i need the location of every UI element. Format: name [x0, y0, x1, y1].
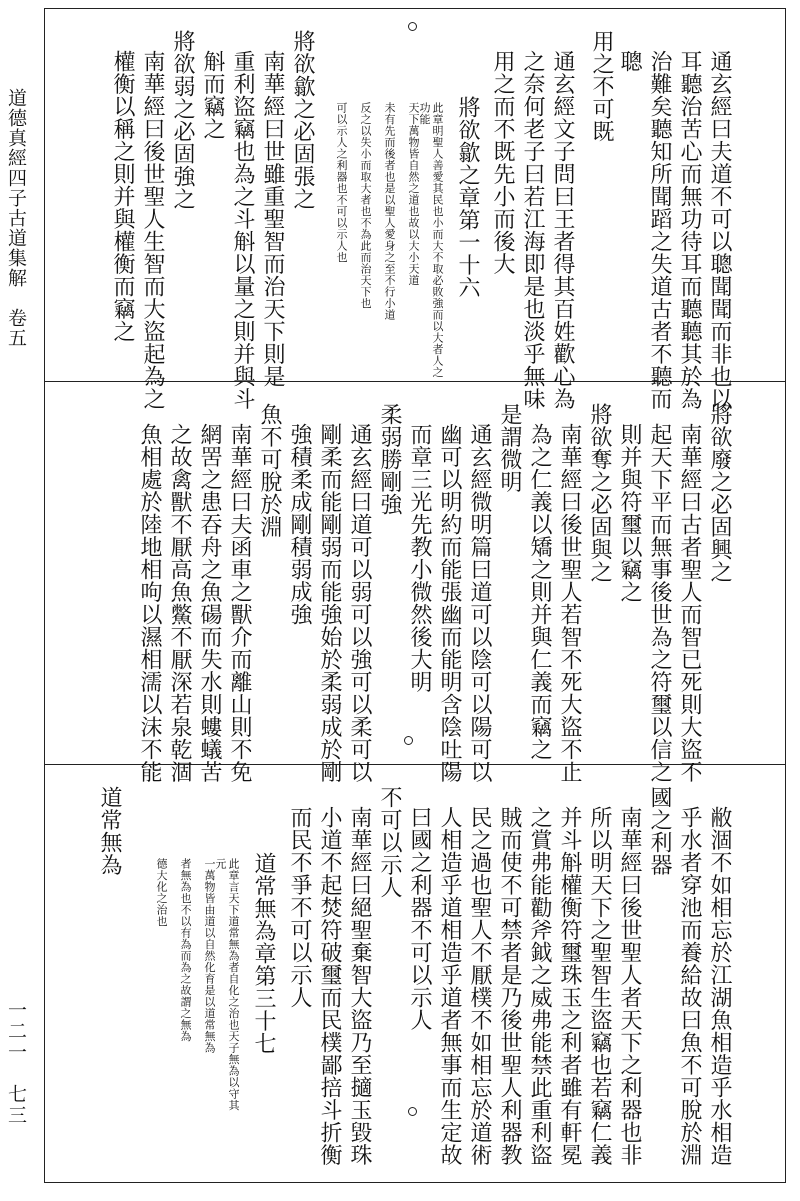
text-column: 所以明天下之聖智生盜竊也若竊仁義 [587, 806, 612, 1166]
commentary-column: 此章言天下道常無為者自化之治也天子無為以守其元 [214, 858, 240, 1111]
text-column: 之奈何老子曰若江海即是也淡乎無味 [520, 50, 545, 410]
text-column: 將欲奪之必固與之 [587, 403, 612, 583]
text-column: 起天下平而無事後世為之符璽以信之 [647, 423, 672, 783]
text-column: 用之而不既先小而後大 [490, 50, 515, 275]
text-column: 之賞弗能勸斧鉞之威弗能禁此重利盜 [527, 806, 552, 1166]
text-column: 南華經曰絕聖棄智大盜乃至擿玉毀珠 [347, 806, 372, 1166]
text-column: 通玄經曰夫道不可以聰聞聞而非也以 [707, 50, 732, 410]
commentary-column: 未有先而後者也是以聖人愛身之至不行小道 [383, 102, 396, 321]
text-column: 是謂微明 [497, 403, 522, 493]
text-column: 民之過也聖人不厭樸不如相忘於道術 [467, 806, 492, 1166]
text-column: 南華經曰後世聖人生智而大盜起為之 [140, 50, 165, 410]
text-panel-bottom [48, 768, 782, 1180]
text-column: 將欲歙之章第一十六 [455, 96, 480, 299]
text-column: 曰國之利器不可以示人 [407, 806, 432, 1031]
text-column: 耳聽治苦心而無功待耳而聽聽其於為 [677, 50, 702, 410]
text-column: 將欲弱之必固強之 [170, 30, 195, 210]
text-column: 用之不可既 [589, 30, 614, 143]
commentary-column: 一萬物皆由道以自然化育是以道常無為 [203, 858, 216, 1054]
text-column: 賊而使不可禁者是乃後世聖人利器教 [497, 806, 522, 1166]
binding-hole [404, 736, 413, 745]
text-column: 通玄經微明篇曰道可以陰可以陽可以 [467, 423, 492, 783]
text-column: 不可以示人 [377, 786, 402, 899]
text-column: 南華經曰後世聖人若智不死大盜不止 [557, 423, 582, 783]
text-column: 通玄經曰道可以弱可以強可以柔可以 [347, 423, 372, 783]
text-column: 治難矣聽知所聞蹈之失道古者不聽而 [647, 50, 672, 410]
commentary-column: 反之以失小而取大者也不為此而治天下也 [359, 102, 372, 309]
text-column: 南華經曰世雖重聖智而治天下則是 [260, 50, 285, 388]
text-column: 重利盜竊也為之斗斛以量之則并與斗 [230, 50, 255, 410]
text-column: 聰 [617, 50, 642, 73]
text-column: 南華經曰夫函車之獸介而離山則不免 [227, 423, 252, 783]
text-column: 強積柔成剛積弱成強 [287, 423, 312, 626]
commentary-column: 可以示人之利器也不可以示人也 [335, 102, 348, 263]
text-panel-top [48, 12, 782, 410]
text-column: 南華經曰後世聖人者天下之利器也非 [617, 806, 642, 1166]
margin-page-number: 一二一 七三 [5, 1000, 27, 1126]
text-column: 剛柔而能剛弱而能強始於柔弱成於剛 [317, 423, 342, 783]
text-column: 并斗斛權衡符璽珠玉之利者雖有軒冕 [557, 806, 582, 1166]
text-column: 小道不起焚符破璽而民樸鄙掊斗折衡 [317, 806, 342, 1166]
text-column: 南華經曰古者聖人而智已死則大盜不 [677, 423, 702, 783]
text-column: 道常無為章第三十七 [251, 852, 276, 1055]
text-column: 則并與符璽以竊之 [617, 423, 642, 603]
text-column: 國之利器 [647, 786, 672, 876]
text-column: 通玄經文子問曰王者得其百姓歡心為 [550, 50, 575, 410]
margin-book-title: 道德真經四子古道集解 卷五 [5, 88, 27, 348]
text-column: 而民不爭不可以示人 [287, 806, 312, 1009]
binding-hole [408, 1107, 417, 1116]
commentary-column: 者無為也不以有為而為之故謂之無為 [179, 858, 192, 1042]
text-column: 敝涸不如相忘於江湖魚相造乎水相造 [707, 806, 732, 1166]
commentary-column: 天下萬物皆自然之道也故以大小天道 [407, 102, 420, 286]
text-column: 魚相處於陸地相呴以濕相濡以沫不能 [137, 423, 162, 783]
text-column: 道常無為 [97, 786, 122, 876]
text-column: 之故禽獸不厭高魚鱉不厭深若泉乾涸 [167, 423, 192, 783]
commentary-column: 此章明聖人善愛其民也小而大不取必敗強而以大者人之功能 [418, 102, 444, 378]
text-column: 網罟之患吞舟之魚碭而失水則螻蟻苦 [197, 423, 222, 783]
text-column: 將欲廢之必固興之 [707, 403, 732, 583]
text-column: 柔弱勝剛強 [377, 403, 402, 516]
text-column: 斛而竊之 [200, 50, 225, 140]
text-column: 幽可以明約而能張幽而能明含陰吐陽 [437, 423, 462, 783]
text-column: 魚不可脫於淵 [257, 403, 282, 538]
text-column: 乎水者穿池而養給故曰魚不可脫於淵 [677, 806, 702, 1166]
binding-hole [408, 22, 417, 31]
text-column: 為之仁義以矯之則并與仁義而竊之 [527, 423, 552, 761]
text-panel-middle [48, 385, 782, 783]
text-column: 人相造乎道相造乎道者無事而生定故 [437, 806, 462, 1166]
text-column: 而章三光先教小微然後大明 [407, 423, 432, 693]
text-column: 將欲歙之必固張之 [290, 30, 315, 210]
text-column: 權衡以稱之則并與權衡而竊之 [110, 50, 135, 343]
commentary-column: 德大化之治也 [155, 858, 168, 927]
